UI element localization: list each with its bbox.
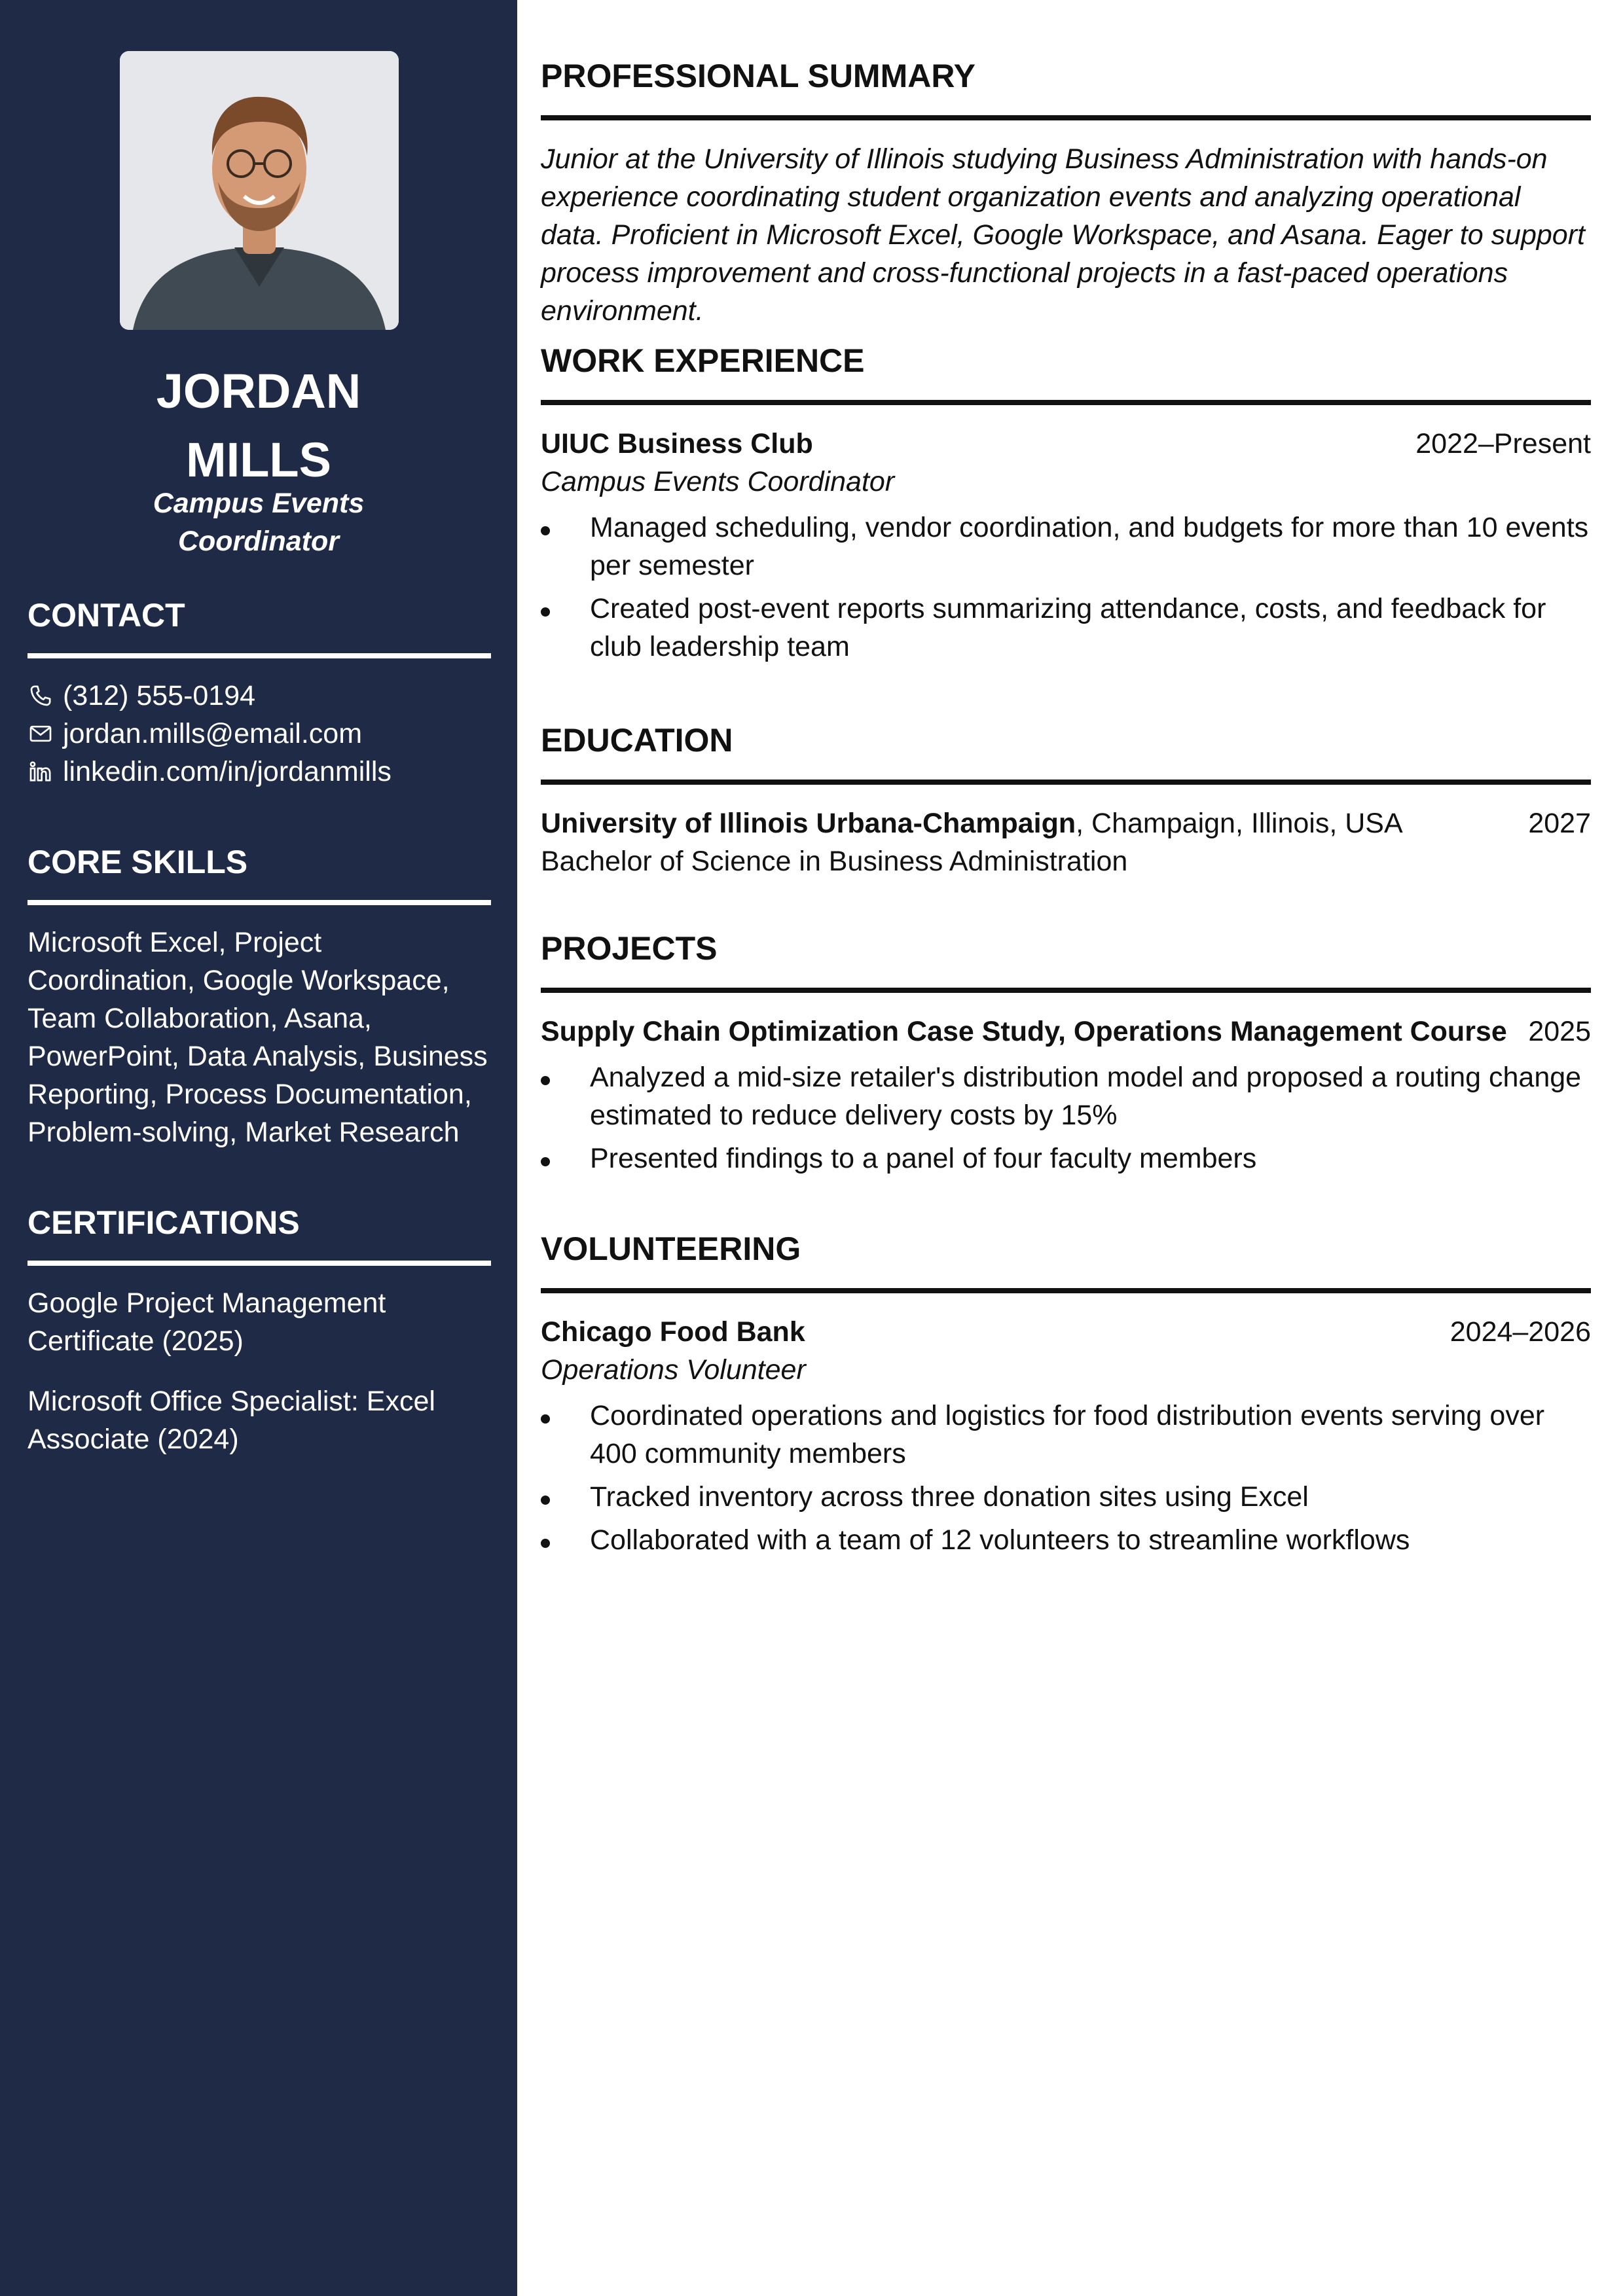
education-title: EDUCATION	[541, 722, 733, 759]
candidate-headline	[0, 484, 517, 560]
contact-linkedin[interactable]	[27, 753, 491, 791]
bullet-dot	[541, 1414, 550, 1424]
summary-divider	[541, 115, 1591, 120]
volunteering-divider	[541, 1288, 1591, 1293]
education-divider	[541, 780, 1591, 785]
work-bullets	[541, 509, 1591, 666]
skills-text: Microsoft Excel, Project Coordination, Google Workspace, Team Collaboration, Asana, PowerPoint, Data Analysis, Business Reporting, Process Documentation, Problem-solving, Market Research	[27, 927, 488, 1148]
headline-line-1: Campus Events	[153, 488, 365, 519]
bullet-dot	[541, 1496, 550, 1505]
profile-photo	[120, 51, 399, 330]
education-year: 2027	[1528, 808, 1591, 839]
envelope-icon	[27, 721, 54, 747]
certifications-section	[27, 1203, 491, 1480]
bullet-dot	[541, 1076, 550, 1085]
volunteering-section	[541, 1229, 1591, 1564]
skills-title: CORE SKILLS	[27, 844, 248, 880]
list-item	[541, 1397, 1591, 1473]
certifications-divider	[27, 1261, 491, 1266]
work-section	[541, 341, 1591, 671]
headline-line-2: Coordinator	[177, 526, 340, 557]
work-bullet-text: Created post-event reports summarizing attendance, costs, and feedback for club leadership team	[590, 593, 1546, 662]
first-name: JORDAN	[156, 364, 361, 418]
education-location: , Champaign, Illinois, USA	[1076, 808, 1403, 839]
volunteering-bullets	[541, 1397, 1591, 1559]
summary-section	[541, 56, 1591, 330]
work-dates: 2022–Present	[1415, 428, 1591, 459]
phone-icon	[27, 683, 54, 709]
project-header-row	[541, 1013, 1591, 1050]
sidebar	[0, 0, 517, 2296]
skills-divider	[27, 900, 491, 905]
contact-email[interactable]	[27, 715, 491, 753]
work-organization: UIUC Business Club	[541, 428, 813, 459]
education-header-row	[541, 804, 1591, 842]
bullet-dot	[541, 526, 550, 535]
bullet-dot	[541, 607, 550, 617]
projects-title: PROJECTS	[541, 930, 718, 967]
volunteering-title: VOLUNTEERING	[541, 1230, 801, 1267]
contact-title: CONTACT	[27, 597, 185, 634]
education-degree: Bachelor of Science in Business Administration	[541, 846, 1128, 877]
project-bullets	[541, 1058, 1591, 1177]
phone-text: (312) 555-0194	[63, 680, 256, 711]
linkedin-icon	[27, 759, 54, 785]
list-item	[541, 590, 1591, 666]
candidate-name	[0, 357, 517, 494]
list-item	[541, 1058, 1591, 1134]
volunteering-organization: Chicago Food Bank	[541, 1316, 805, 1348]
volunteering-bullet-text: Collaborated with a team of 12 volunteers to streamline workflows	[590, 1524, 1410, 1556]
project-bullet-text: Presented findings to a panel of four faculty members	[590, 1143, 1257, 1174]
email-text: jordan.mills@email.com	[63, 718, 363, 749]
linkedin-text: linkedin.com/in/jordanmills	[63, 756, 392, 787]
education-school: University of Illinois Urbana-Champaign	[541, 808, 1076, 839]
contact-phone[interactable]	[27, 677, 491, 715]
bullet-dot	[541, 1539, 550, 1548]
bullet-dot	[541, 1157, 550, 1166]
list-item	[541, 1521, 1591, 1559]
work-title: WORK EXPERIENCE	[541, 342, 865, 379]
certification-item: Microsoft Office Specialist: Excel Associate (2024)	[27, 1386, 435, 1455]
certification-item: Google Project Management Certificate (2025)	[27, 1287, 386, 1357]
volunteering-header-row	[541, 1313, 1591, 1351]
volunteering-bullet-text: Tracked inventory across three donation sites using Excel	[590, 1481, 1309, 1513]
list-item	[541, 1478, 1591, 1516]
education-section	[541, 721, 1591, 880]
skills-section	[27, 842, 491, 1151]
project-year: 2025	[1528, 1016, 1591, 1047]
list-item	[541, 509, 1591, 584]
list-item	[541, 1139, 1591, 1177]
work-header-row	[541, 425, 1591, 463]
contact-section	[27, 596, 491, 791]
project-name: Supply Chain Optimization Case Study, Operations Management Course	[541, 1016, 1507, 1047]
volunteering-role: Operations Volunteer	[541, 1354, 806, 1386]
summary-title: PROFESSIONAL SUMMARY	[541, 58, 976, 94]
work-divider	[541, 400, 1591, 405]
summary-text: Junior at the University of Illinois studying Business Administration with hands-on experience coordinating student organization events and analyzing operational data. Proficient in Microsoft Excel, Google Workspace, and Asana. Eager to support process improvement and cross-functional projects in a fast-paced operations environment.	[541, 143, 1585, 327]
projects-divider	[541, 988, 1591, 993]
last-name: MILLS	[186, 433, 331, 487]
contact-divider	[27, 653, 491, 658]
work-bullet-text: Managed scheduling, vendor coordination, and budgets for more than 10 events per semester	[590, 512, 1589, 581]
certifications-title: CERTIFICATIONS	[27, 1204, 300, 1241]
projects-section	[541, 929, 1591, 1183]
volunteering-bullet-text: Coordinated operations and logistics for food distribution events serving over 400 community members	[590, 1400, 1545, 1469]
project-bullet-text: Analyzed a mid-size retailer's distribution model and proposed a routing change estimated to reduce delivery costs by 15%	[590, 1062, 1582, 1131]
work-role: Campus Events Coordinator	[541, 466, 895, 497]
volunteering-dates: 2024–2026	[1450, 1316, 1591, 1348]
education-school-line	[541, 804, 1403, 842]
